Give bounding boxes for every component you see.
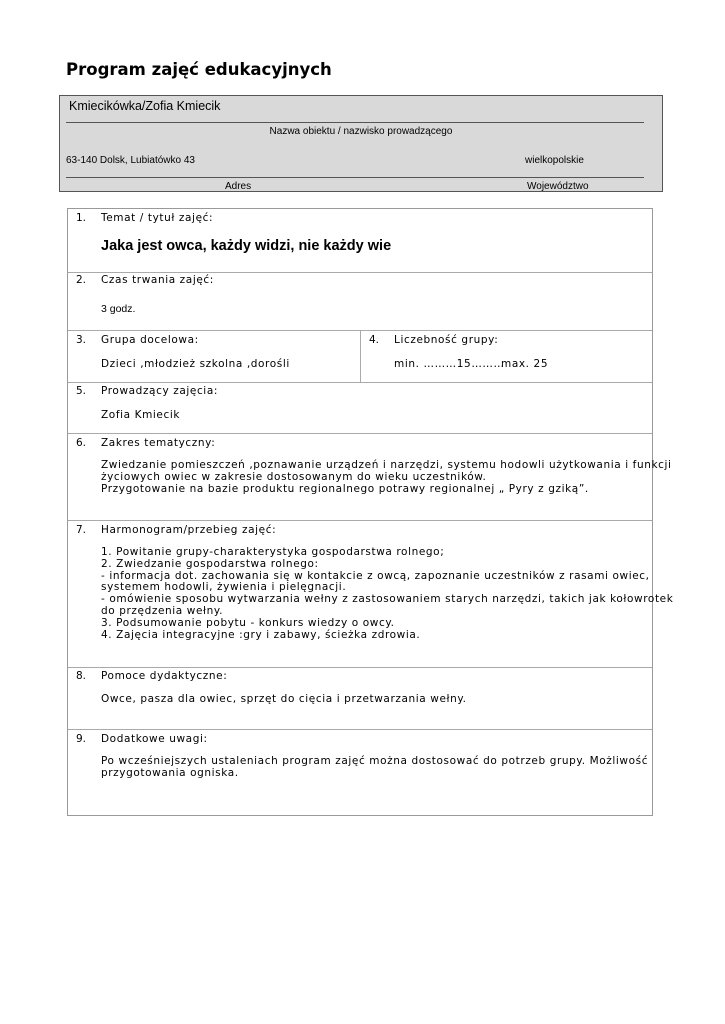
section-1-number: 1. (76, 212, 87, 224)
section-3-number: 3. (76, 334, 87, 346)
text-line: 3. Podsumowanie pobytu - konkurs wiedzy o owcy. (101, 616, 395, 629)
facility-name: Kmiecikówka/Zofia Kmiecik (69, 99, 221, 113)
text-line: przygotowania ogniska. (101, 766, 239, 779)
text-line: 4. Zajęcia integracyjne :gry i zabawy, ścieżka zdrowia. (101, 628, 421, 641)
section-7-number: 7. (76, 524, 87, 536)
section-4-label: Liczebność grupy: (394, 334, 499, 346)
section-6-number: 6. (76, 437, 87, 449)
facility-header-box (59, 95, 663, 192)
target-group-value: Dzieci ,młodzież szkolna ,dorośli (101, 358, 290, 370)
teaching-aids-value: Owce, pasza dla owiec, sprzęt do cięcia i przetwarzania wełny. (101, 693, 467, 705)
section-2-label: Czas trwania zajęć: (101, 274, 214, 286)
text-line: 2. Zwiedzanie gospodarstwa rolnego: (101, 557, 319, 570)
remarks-text (101, 756, 648, 780)
text-line: 1. Powitanie grupy-charakterystyka gospodarstwa rolnego; (101, 546, 445, 558)
divider (66, 122, 644, 123)
text-line: do przędzenia wełny. (101, 604, 224, 617)
text-line: - informacja dot. zachowania się w kontakcie z owcą, zapoznanie uczestników z rasami owiec, (101, 569, 650, 582)
row-divider (68, 272, 652, 273)
row-divider (68, 520, 652, 521)
column-divider (360, 330, 361, 382)
address-value: 63-140 Dolsk, Lubiatówko 43 (66, 155, 195, 166)
text-line: życiowych owiec w zakresie dostosowanym do wieku uczestników. (101, 470, 487, 483)
row-divider (68, 667, 652, 668)
page-title: Program zajęć edukacyjnych (66, 60, 332, 79)
program-table (67, 208, 674, 816)
section-8-label: Pomoce dydaktyczne: (101, 670, 228, 682)
group-size-min: min. ………15……… (394, 358, 505, 370)
section-9-label: Dodatkowe uwagi: (101, 733, 208, 745)
text-line: systemem hodowli, żywienia i pielęgnacji. (101, 581, 347, 594)
row-divider (68, 433, 652, 434)
text-line: - omówienie sposobu wytwarzania wełny z zastosowaniem starych narzędzi, takich jak kołowrotek (101, 593, 674, 606)
facility-caption: Nazwa obiektu / nazwisko prowadzącego (269, 126, 453, 137)
text-line: Zwiedzanie pomieszczeń ,poznawanie urządzeń i narzędzi, systemu hodowli użytkowania i funkcji (101, 459, 672, 471)
scope-text (101, 460, 672, 495)
section-8-number: 8. (76, 670, 87, 682)
duration-value: 3 godz. (101, 303, 136, 315)
instructor-value: Zofia Kmiecik (101, 409, 181, 421)
text-line: Po wcześniejszych ustaleniach program zajęć można dostosować do potrzeb grupy. Możliwość (101, 755, 649, 767)
topic-value: Jaka jest owca, każdy widzi, nie każdy wie (101, 238, 392, 254)
address-caption: Adres (225, 181, 252, 192)
section-9-number: 9. (76, 733, 87, 745)
group-size-max: max. 25 (501, 358, 549, 370)
region-caption: Województwo (527, 181, 589, 192)
section-2-number: 2. (76, 274, 87, 286)
section-1-label: Temat / tytuł zajęć: (101, 212, 214, 224)
text-line: Przygotowanie na bazie produktu regionalnego potrawy regionalnej „ Pyry z gziką”. (101, 482, 589, 495)
section-7-label: Harmonogram/przebieg zajęć: (101, 524, 277, 536)
section-4-number: 4. (369, 334, 380, 346)
divider (66, 177, 644, 178)
section-5-number: 5. (76, 385, 87, 397)
section-5-label: Prowadzący zajęcia: (101, 385, 218, 397)
row-divider (68, 382, 652, 383)
section-6-label: Zakres tematyczny: (101, 437, 216, 449)
region-value: wielkopolskie (525, 155, 584, 166)
row-divider (68, 729, 652, 730)
section-3-label: Grupa docelowa: (101, 334, 199, 346)
schedule-text (101, 547, 673, 641)
